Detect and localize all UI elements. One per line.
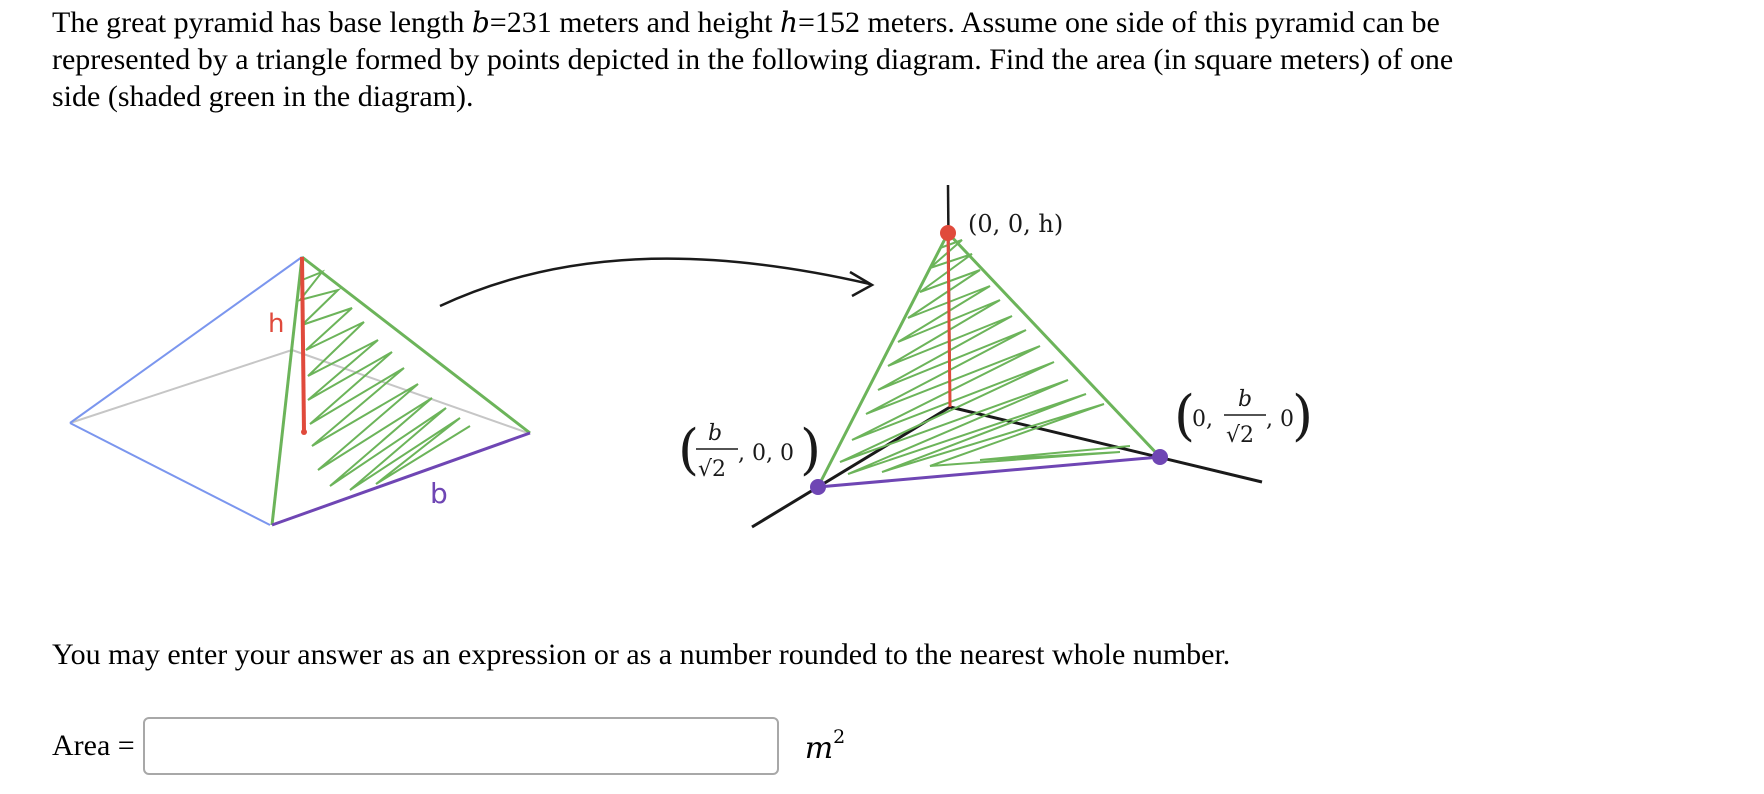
unit-base: m bbox=[804, 731, 834, 766]
x-point bbox=[810, 479, 826, 495]
answer-row bbox=[52, 713, 845, 779]
y-label-rest: , 0 bbox=[1266, 407, 1294, 432]
y-label-numerator: b bbox=[1238, 387, 1253, 412]
unit-exponent: 2 bbox=[833, 726, 846, 748]
triangle-right-edge bbox=[948, 233, 1160, 457]
problem-text-part3: meters. Assume one side of this pyramid can be represented by a triangle formed by points depicted in the following diagram. Find the area (in square meters) of one side (shaded green in the diagram). bbox=[52, 6, 1454, 113]
x-label-denominator: √2 bbox=[698, 457, 727, 482]
y-label-open-paren: ( bbox=[1174, 384, 1196, 447]
problem-text-part1: The great pyramid has base length bbox=[52, 6, 472, 39]
unit-label bbox=[804, 726, 846, 766]
x-label-numerator: b bbox=[708, 421, 723, 446]
height-line-right bbox=[948, 233, 950, 407]
x-label-close-paren: ) bbox=[800, 418, 822, 481]
problem-text-part2: meters and height bbox=[551, 6, 780, 39]
arrow-curve bbox=[440, 259, 870, 306]
coordinate-diagram bbox=[678, 185, 1313, 527]
x-point-label bbox=[678, 418, 821, 482]
area-label: Area = bbox=[52, 729, 135, 762]
apex-point bbox=[940, 225, 956, 241]
answer-instructions: You may enter your answer as an expression or as a number rounded to the nearest whole number. bbox=[52, 638, 1231, 671]
b-value: =231 bbox=[489, 6, 552, 39]
transition-arrow bbox=[440, 259, 872, 306]
label-h-left: h bbox=[268, 309, 285, 339]
face-left-edge bbox=[272, 257, 302, 525]
y-point bbox=[1152, 449, 1168, 465]
arrow-head bbox=[850, 272, 872, 296]
y-label-prefix: 0, bbox=[1192, 407, 1213, 432]
y-label-denominator: √2 bbox=[1226, 423, 1255, 448]
y-point-label bbox=[1174, 384, 1313, 448]
back-left-edge bbox=[70, 257, 302, 423]
height-line-h bbox=[302, 257, 304, 432]
x-label-rest: , 0, 0 bbox=[738, 441, 794, 466]
hidden-edge-left bbox=[70, 350, 292, 423]
apex-label: (0, 0, h) bbox=[968, 210, 1064, 238]
area-answer-input[interactable] bbox=[143, 717, 779, 775]
y-label-close-paren: ) bbox=[1292, 384, 1314, 447]
b-symbol: b bbox=[471, 6, 490, 39]
h-symbol: h bbox=[780, 6, 799, 39]
label-b-left: b bbox=[430, 477, 448, 510]
front-left-edge bbox=[70, 423, 270, 525]
x-label-open-paren: ( bbox=[678, 418, 700, 481]
height-line-end bbox=[301, 429, 307, 435]
h-value: =152 bbox=[798, 6, 860, 39]
